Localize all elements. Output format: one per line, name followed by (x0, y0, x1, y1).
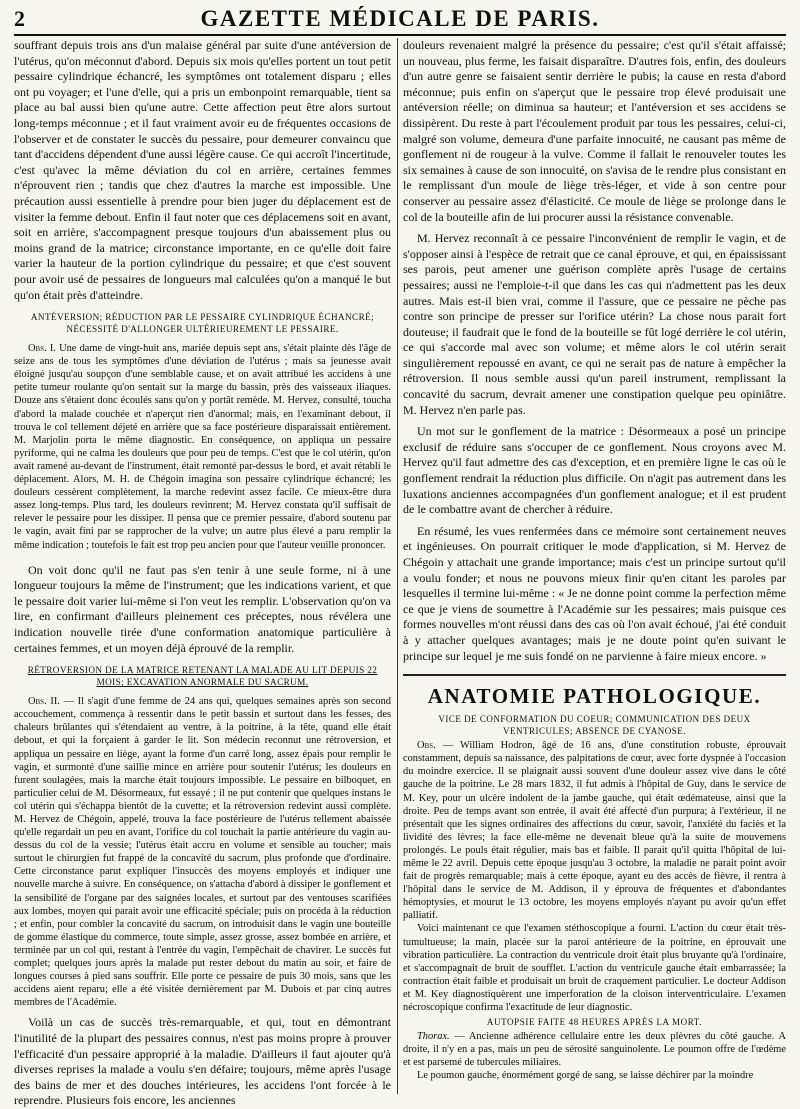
paragraph: M. Hervez reconnaît à ce pessaire l'inconvénient de remplir le vagin, et de s'opposer ainsi à l'espèce de retrait que ce canal éprouve, et qui, en épaississant ses parois, peut amener une guérison complète après l'usage de certains pessaires; aussi ne l'emploie-t-il que dans les cas qui n'admettent pas les deux autres. Mais est-il bien vrai, comme il l'assure, que ce pessaire ne pèche pas contre son principe de presser sur l'orifice utérin? La chose nous parait fort douteuse; il faudrait que le fond de la bouteille se fût logé derrière le col utérin, ce qui s'accorde mal avec son volume; et même alors le col utérin serait singulièrement repoussé en avant, ce qui ne serait pas de nature à empêcher la rétroversion. Il nous semble aussi qu'un pareil instrument, remplissant la concavité du sacrum, devrait amener une constipation quelque peu opiniâtre. M. Hervez n'en parle pas. (403, 231, 786, 417)
paragraph: Le poumon gauche, énormément gorgé de sang, se laisse déchirer par la moindre (417, 1070, 754, 1082)
observation-label: Obs. I. (28, 343, 56, 355)
observation-paragraph (14, 342, 391, 552)
thorax-paragraph (403, 1030, 786, 1069)
observation-text: — Il s'agit d'une femme de 24 ans qui, quelques semaines après son second accouchement, commença à ressentir dans le petit bassin et surtout dans les fesses, des chaleurs brûlantes qui s'étendaient au ventre, à la poitrine, à la tête, quand elle était debout, et qui la forçaient à garder le lit. Son médecin reconnut une rétroversion, et appliqua un pessaire en liège, ayant la forme d'un carré long, assez épais pour remplir le vagin, et surmonté d'une saillie mince en arrière pour soutenir l'utérus; les douleurs en furent soulagées, mais la marche était toujours impossible. Le pessaire en bilboquet, en particulier celui de M. Désormeaux, fut essayé ; il ne put contenir que quelques instans le col utérin qui s'échappa bientôt de la cuvette; et la rétroversion redevint aussi complète. M. Hervez de Chégoin, appelé, trouva la face postérieure de l'utérus tellement abaissée qu'elle regardait un peu en avant, l'orifice du col touchait la partie antérieure du vagin au-dessus du col de la vessie; l'utérus était accru en volume et sensible au toucher; mais surtout le chirurgien fut frappé de la concavité du sacrum, plus profonde que d'ordinaire. Cette circonstance parut expliquer l'insuccès des moyens employés et indiquer une nouvelle marche à suivre. En conséquence, on s'attacha d'abord à dissiper le gonflement et la sensibilité de l'organe par des saignées locales, et surtout par des ventouses scarifiées aux lombes, moyen qui parait avoir une efficacité spéciale; puis on procéda à la réduction ; et enfin, pour combler la concavité du sacrum, on introduisit dans le vagin une bouteille de gomme élastique du commerce, toute simple, assez grosse, assez bombée en arrière, et terminée par un col qui, restant à l'entrée du vagin, l'empêchait de chavirer. Le succès fut complet; quelques jours après la malade put rester debout du matin au soir, et faire de longues courses à pied sans souffrir. Elle porte ce pessaire de puis 30 mois, sans que les accidens aient reparu; elle a été visitée dernièrement par M. Dubois et par cinq autres membres de l'Académie. (14, 696, 391, 1009)
thorax-label: Thorax. (417, 1031, 450, 1043)
section-separator (403, 674, 786, 676)
section-subtitle: VICE DE CONFORMATION DU COEUR; COMMUNICATION DES DEUX VENTRICULES; ABSENCE DE CYANOSE. (438, 714, 751, 737)
observation-paragraph (14, 695, 391, 1009)
paragraph: Voilà un cas de succès très-remarquable, et qui, tout en démontrant l'inutilité de la plupart des pessaires connus, n'est pas moins propre à prouver l'efficacité d'un pessaire approprié à la maladie. D'ailleurs il faut ajouter qu'à diverses reprises la malade a voulu s'en défaire; toujours, même après l'usage des bains de mer et des douches intérieures, les accidens l'ont forcée à le reprendre. Plusieurs fois encore, les anciennes (14, 1015, 391, 1108)
paragraph: Voici maintenant ce que l'examen stéthoscopique a fourni. L'action du cœur était très-tumultueuse; la main, placée sur la paroi antérieure de la poitrine, en éprouvait une vibration particulière. La contraction du ventricule droit était plus bruyante qu'à l'ordinaire, et s'accompagnait de bruit de soufflet. L'action du ventricule gauche était embarrassée; la contraction était faible et produisait un bruit de craquement particulier. Le docteur Addison et M. Key diagnostiquèrent une imperforation de la cloison interventriculaire. L'examen nécroscopique confirma l'exactitude de leur diagnostic. (403, 923, 786, 1014)
thorax-text: — Ancienne adhérence cellulaire entre les deux plèvres du côté gauche. A droite, il n'y en a pas, mais un peu de sérosité sanguinolente. Le poumon offre de l'œdème et est parsemé de tubercules miliaires. (403, 1031, 786, 1069)
observation-paragraph (403, 739, 786, 922)
observation-text: Une dame de vingt-huit ans, mariée depuis sept ans, s'était plainte dès l'âge de seize ans de tous les symptômes d'une déviation de l'utérus ; mais sa jeunesse avait éloigné jusqu'au soupçon d'une semblable cause, et on avait attribué les accidens à une petite tumeur roulante qu'on sentait sur la marge du bassin, près des vaisseaux iliaques. Douze ans s'étaient donc écoulés sans qu'on y portât remède. M. Hervez, consulté, toucha d'abord la malade couchée et n'aperçut rien d'anormal; mais, en l'examinant debout, il trouva le col tellement déjeté en arrière que sa face postérieure disparaissait entièrement. M. Marjolin porta le même diagnostic. En conséquence, on appliqua un pessaire pyriforme, qui ne calma les douleurs que pour peu de temps. C'est que le col utérin, qu'on avait ramené au-devant de l'instrument, était remonté par-dessus le bord, et avait rétabli le déplacement. Alors, M. H. de Chégoin imagina son pessaire cylindrique échancré; les douleurs cessèrent complètement, la marche redevint assez facile. Ce mieux-être dura assez long-temps. Plus tard, les douleurs revinrent; M. Hervez constata qu'il suffisait de relever le pessaire pour les dissiper. Il pensa que ce premier pessaire, d'abord soutenu par le vagin, avait fini par se rapprocher de la vulve; un autre plus élevé a paru remplir la même indication ; toutefois le fait est trop peu ancien pour que l'auteur veuille prononcer. (14, 343, 391, 551)
section-title: ANATOMIE PATHOLOGIQUE. (427, 684, 762, 709)
page-header (14, 4, 786, 36)
left-column (14, 38, 391, 1108)
observation-caption: RÉTROVERSION DE LA MATRICE RETENANT LA MALADE AU LIT DEPUIS 22 MOIS; EXCAVATION ANORMALE DU SACRUM. (27, 665, 378, 688)
paragraph: On voit donc qu'il ne faut pas s'en tenir à une seule forme, ni à une longueur toujours la même de l'instrument; que les indications varient, et que le pessaire doit varier lui-même si l'on veut les remplir. L'observation qu'on va lire, en confirmant d'ailleurs pleinement ces préceptes, nous révélera une indication nouvelle tirée d'une conformation anatomique particulière à certaines femmes, et un moyen déjà éprouvé de la remplir. (14, 562, 391, 655)
paragraph: En résumé, les vues renfermées dans ce mémoire sont certainement neuves et ingénieuses. On pourrait critiquer le mode d'application, si M. Hervez de Chégoin y attachait une grande importance; mais c'est un principe surtout qu'il a voulu fonder; et nous ne pouvons mieux finir qu'en citant les paroles par lesquelles il termine lui-même : « Je ne donne point comme la perfection même ce que je viens de soumettre à l'Académie sur les pessaires; mais puisque ces formes nouvelles m'ont réussi dans des cas où l'on avait échoué, j'ai été conduit à y attacher quelques avantages; mais je ne doute point qu'en suivant le principe sur lequel je me suis fondé on ne parvienne à faire mieux encore. » (403, 523, 786, 663)
paragraph: souffrant depuis trois ans d'un malaise général par suite d'une antéversion de l'utérus, qu'on méconnut d'abord. Depuis six mois qu'elles portent un tout petit pessaire cylindrique échancré, les symptômes ont totalement disparu ; elles ont pu voyager; et l'une d'elle, qui a pris un embonpoint remarquable, tient sa place au bal aussi bien qu'une autre. Cette affection peut être alors surtout long-temps méconnue ; et il faut vraiment avoir eu de fréquentes occasions de l'observer et de constater le succès du pessaire, pour demeurer convaincu que tant d'accidens dépendent d'une aussi légère cause. Ce qui accroît l'incertitude, c'est qu'avec la même déviation du col en arrière, certaines femmes n'éprouvent rien ; tandis que chez d'autres la marche est impossible. Une précaution aussi essentielle à prendre pour bien juger du déplacement est de visiter la femme debout. Enfin il faut noter que ces déplacemens soit en avant, soit en arrière, s'accompagnent presque toujours d'un abaissement plus ou moins grand de la matrice; circonstance importante, en ce qu'elle doit faire varier la hauteur de la portion cylindrique du pessaire; et que c'est souvent pour avoir usé de pessaires de longueurs mal calculées qu'on a manqué le but qu'on était près d'atteindre. (14, 38, 391, 302)
paragraph: douleurs revenaient malgré la présence du pessaire; c'est qu'il s'était affaissé; un nouveau, plus ferme, les faisait disparaître. D'autres fois, enfin, des douleurs d'un autre genre se faisaient sentir derrière le pubis; la cause en resta d'abord méconnue; puis enfin on s'aperçut que le pessaire trop élevé produisait une antéversion réelle; on diminua sa hauteur; et l'antéversion et ses accidens se dissipèrent. Du reste à part l'écoulement produit par tous les pessaires, celui-ci, malgré son volume, demeura d'une parfaite innocuité, ne causant pas même de gonflement ni de rougeur à la vulve. Comme il fallait le renouveler toutes les six semaines à cause de son innocuité, on s'avisa de le rendre plus consistant en le remplissant d'un moule de liège très-léger, et vide à son centre pour conserver au pessaire assez d'élasticité. Ce moule de liège se prolonge dans le col de la bouteille afin de lui procurer aussi la résistance convenable. (403, 38, 786, 224)
autopsy-heading: AUTOPSIE FAITE 48 HEURES APRÈS LA MORT. (486, 1017, 703, 1028)
column-divider (397, 38, 398, 1094)
masthead-title: GAZETTE MÉDICALE DE PARIS. (200, 6, 600, 31)
page-number: 2 (14, 6, 25, 31)
observation-text: — William Hodron, âgé de 16 ans, d'une constitution robuste, éprouvait constamment, depuis sa naissance, des palpitations de cœur, avec forte dyspnée à l'occasion du moindre exercice. Il se plaignait aussi souvent d'une douleur assez vive dans le côté gauche de la poitrine. Le 28 mars 1832, il fut admis à l'hôpital de Guy, dans le service de M. Key, pour un ulcère indolent de la jambe gauche, qui était œdémateuse, ainsi que la droite. Peu de temps avant son entrée, il avait été affecté d'un purpura; à l'extérieur, il ne présentait que les signes ordinaires des affections du cœur, savoir, l'anxiété du faciès et la lividité des lèvres; la face elle-même ne devenait bleue qu'à la suite de mouvemens prolongés. Le pouls était régulier, mais bas et faible. Il parait qu'il quitta l'hôpital de lui-même le 22 avril. Depuis cette époque jusqu'au 3 octobre, la maladie ne parait point avoir fait de progrès remarquable; mais à cette époque, ayant eu des accès de fièvre, il rentra à l'hôpital dans le service de M. Addison, il y éprouva de fréquentes et d'abondantes hémoptysies, et mourut le 13 octobre, les moyens employés n'ayant pu avoir qu'un effet palliatif. (403, 740, 786, 922)
observation-label: Obs. II. (28, 696, 60, 708)
paragraph: Un mot sur le gonflement de la matrice : Désormeaux a posé un principe exclusif de réduire sans s'occuper de ce gonflement. Nous croyons avec M. Hervez qu'il faut admettre des cas d'exception, et en première ligne le cas où le gonflement rendrait la réduction plus difficile. On n'agit pas autrement dans les luxations anciennes accompagnées d'un gonflement analogue; et il est prudent de le combattre avant de chercher à réduire. (403, 424, 786, 517)
observation-label: Obs. (417, 740, 436, 752)
observation-caption: ANTÉVERSION; RÉDUCTION PAR LE PESSAIRE CYLINDRIQUE ÉCHANCRÉ; NÉCESSITÉ D'ALLONGER ULTÉRIEUREMENT LE PESSAIRE. (30, 312, 375, 335)
right-column (403, 38, 786, 1094)
